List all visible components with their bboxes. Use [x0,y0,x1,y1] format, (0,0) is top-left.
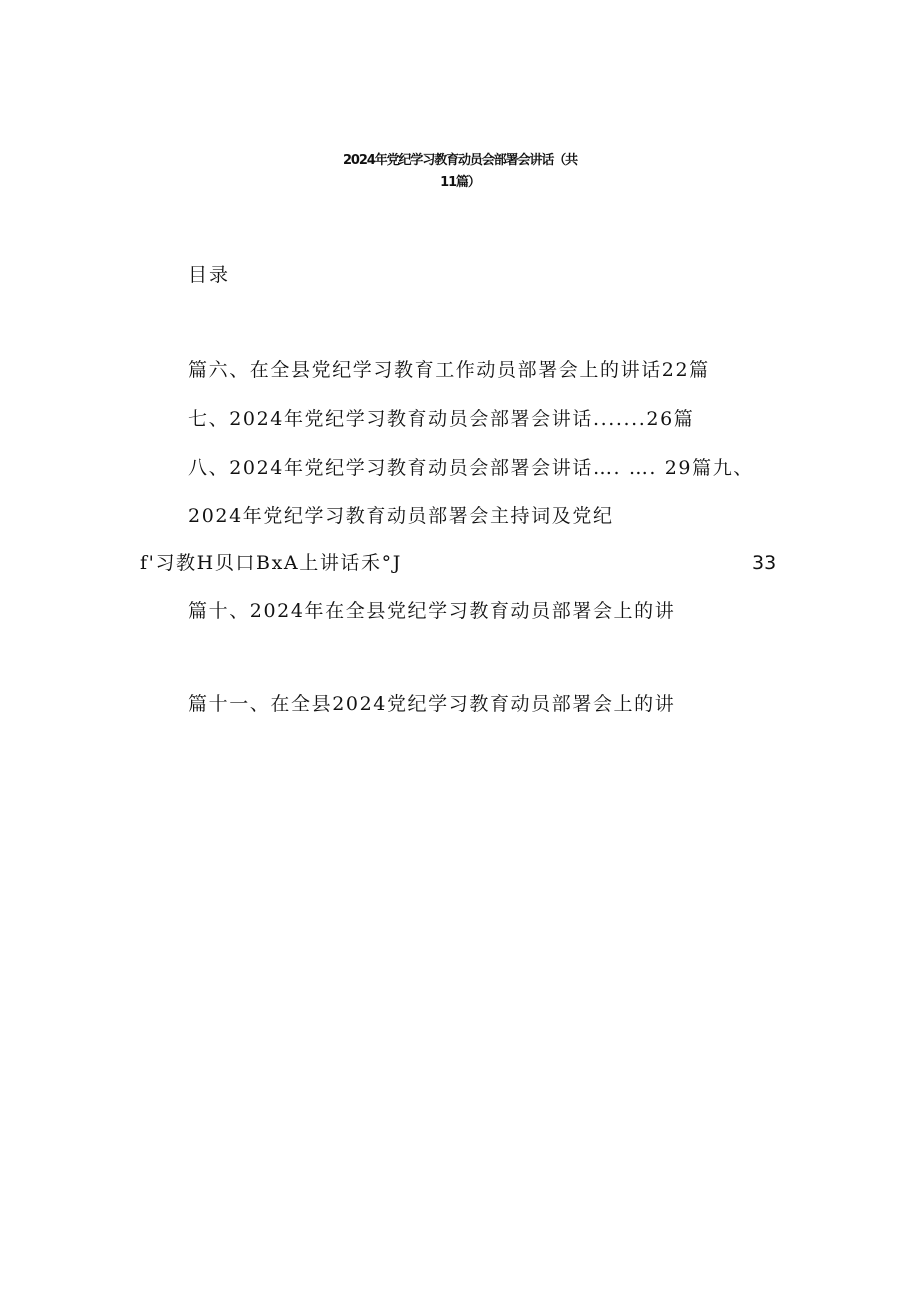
toc-entry-9-line-1: 2024年党纪学习教育动员部署会主持词及党纪 [188,505,614,527]
toc-entry-10: 篇十、2024年在全县党纪学习教育动员部署会上的讲 [188,600,676,622]
document-title-line-1: 2024年党纪学习教育动员会部署会讲话（共 [342,153,578,168]
toc-entry-6: 篇六、在全县党纪学习教育工作动员部署会上的讲话22篇 [188,359,710,381]
toc-heading: 目录 [188,264,231,286]
toc-entry-8: 八、2024年党纪学习教育动员会部署会讲话…. …. 29篇九、 [188,457,754,479]
toc-entry-9-page-number: 33 [752,552,777,574]
toc-entry-7: 七、2024年党纪学习教育动员会部署会讲话.......26篇 [188,408,695,430]
toc-entry-11: 篇十一、在全县2024党纪学习教育动员部署会上的讲 [188,693,676,715]
document-title-line-2: 11篇） [440,175,480,190]
toc-entry-9-line-2: f'习教H贝口BxA上讲话禾°J [140,552,402,574]
